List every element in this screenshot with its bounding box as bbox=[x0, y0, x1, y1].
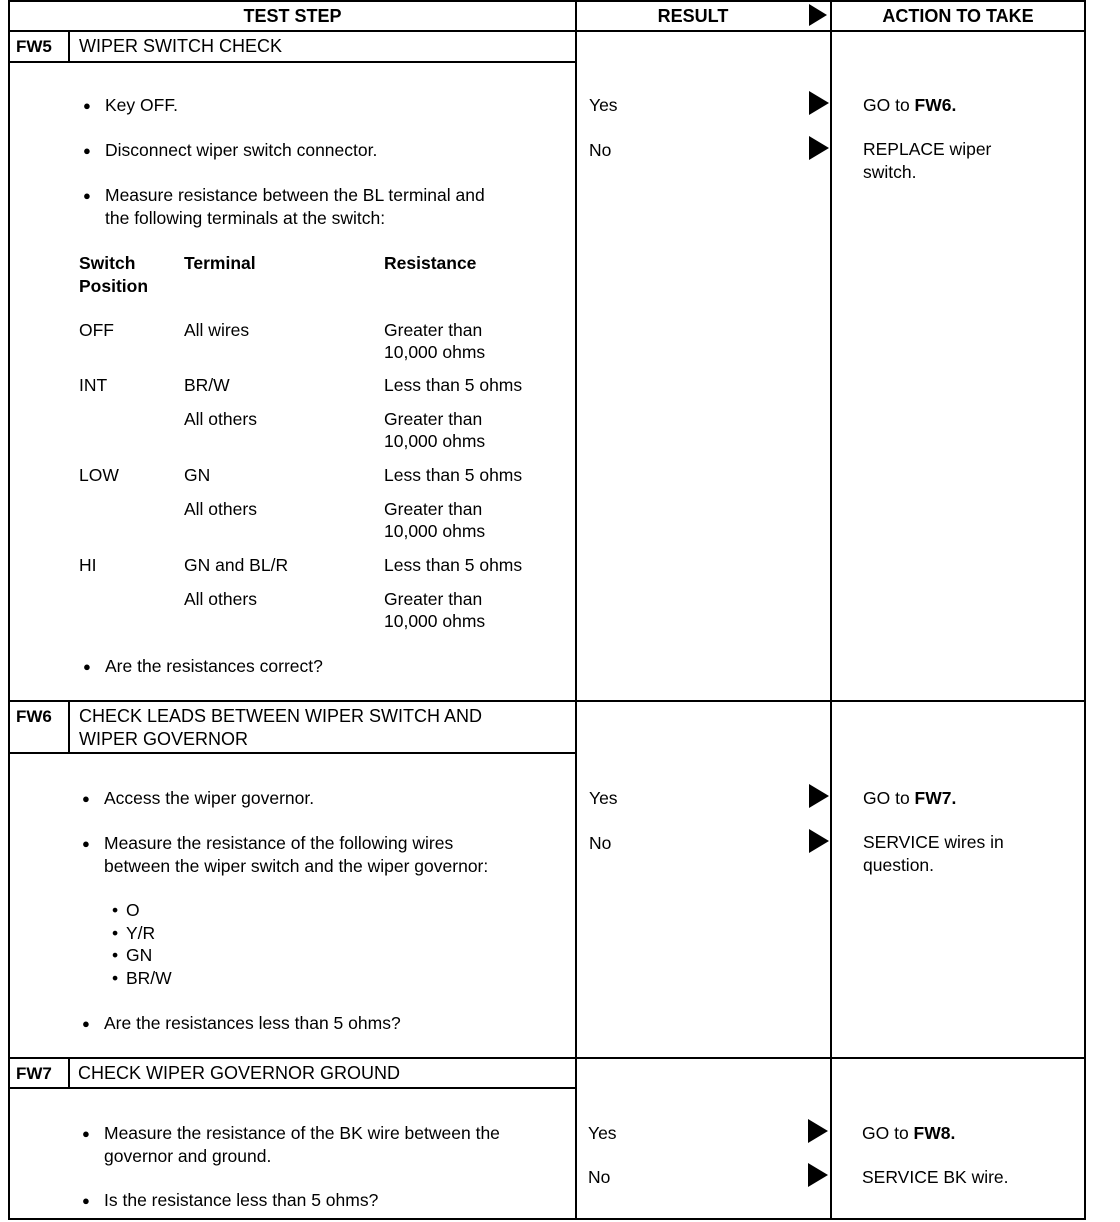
fw5-col-position-2: Position bbox=[79, 276, 149, 296]
fw6-action-no: SERVICE wires in bbox=[863, 832, 1004, 852]
fw5-col-terminal: Terminal bbox=[184, 253, 256, 273]
fw5-step-title: WIPER SWITCH CHECK bbox=[79, 36, 283, 56]
fw5-row-resistance: Greater than bbox=[384, 589, 483, 609]
col-divider-1 bbox=[575, 0, 577, 1220]
fw7-step-title: CHECK WIPER GOVERNOR GROUND bbox=[78, 1063, 401, 1083]
fw5-row-resistance: Less than 5 ohms bbox=[384, 465, 523, 485]
fw6-action-yes bbox=[863, 787, 956, 810]
fw5-row-resistance: Greater than bbox=[384, 409, 483, 429]
fw5-action-yes bbox=[863, 94, 956, 117]
fw7-bullet-measure: ● Measure the resistance of the BK wire between the bbox=[104, 1122, 500, 1145]
fw6-bullet-access: ● Access the wiper governor. bbox=[104, 787, 314, 810]
fw5-row-position: HI bbox=[79, 555, 97, 575]
fw5-bullet-measure: ● Measure resistance between the BL terminal and bbox=[105, 184, 485, 207]
fw6-top-border bbox=[8, 700, 1086, 702]
fw5-action-yes-target: FW6. bbox=[914, 95, 957, 115]
fw5-action-no-cont: switch. bbox=[863, 162, 917, 182]
fw5-col-resistance: Resistance bbox=[384, 253, 477, 273]
fw5-row-terminal: GN and BL/R bbox=[184, 555, 289, 575]
fw5-row-terminal: All others bbox=[184, 409, 257, 429]
fw5-row-resistance: Greater than bbox=[384, 320, 483, 340]
fw7-action-no: SERVICE BK wire. bbox=[862, 1167, 1009, 1187]
fw6-wire-item: • O bbox=[126, 899, 140, 922]
fw5-action-yes-prefix: GO to bbox=[863, 95, 915, 115]
frame-bottom bbox=[8, 1218, 1086, 1220]
fw5-row-terminal: GN bbox=[184, 465, 211, 485]
fw5-bullet-key-off: ● Key OFF. bbox=[105, 94, 178, 117]
frame-top bbox=[8, 0, 1086, 2]
header-action: ACTION TO TAKE bbox=[882, 6, 1034, 26]
fw5-row-terminal: All wires bbox=[184, 320, 250, 340]
fw5-bullet-disconnect: ● Disconnect wiper switch connector. bbox=[105, 139, 377, 162]
fw6-wire-item: • Y/R bbox=[126, 922, 155, 945]
fw7-action-yes bbox=[862, 1122, 955, 1145]
header-result: RESULT bbox=[657, 6, 729, 26]
fw6-bullet-measure: ● Measure the resistance of the following wires bbox=[104, 832, 453, 855]
fw5-row-resistance-cont: 10,000 ohms bbox=[384, 521, 486, 541]
fw7-question: ● Is the resistance less than 5 ohms? bbox=[104, 1189, 378, 1212]
fw6-action-yes-target: FW7. bbox=[914, 788, 957, 808]
fw5-row-terminal: All others bbox=[184, 499, 257, 519]
fw5-step-id: FW5 bbox=[16, 37, 52, 56]
fw6-action-no-cont: question. bbox=[863, 855, 935, 875]
header-divider bbox=[8, 30, 1086, 32]
fw6-bullet-measure-cont: between the wiper switch and the wiper governor: bbox=[104, 856, 489, 876]
fw6-result-yes: Yes bbox=[589, 788, 618, 808]
fw6-wire-item: • BR/W bbox=[126, 967, 172, 990]
fw5-row-resistance: Greater than bbox=[384, 499, 483, 519]
fw6-id-divider bbox=[68, 700, 70, 753]
fw5-action-no: REPLACE wiper bbox=[863, 139, 992, 159]
fw5-no-arrow-icon bbox=[809, 136, 829, 160]
fw5-yes-arrow-icon bbox=[809, 91, 829, 115]
fw5-row-resistance: Less than 5 ohms bbox=[384, 375, 523, 395]
fw5-row-terminal: All others bbox=[184, 589, 257, 609]
col-divider-2 bbox=[830, 0, 832, 1220]
fw5-result-yes: Yes bbox=[589, 95, 618, 115]
fw7-action-yes-target: FW8. bbox=[913, 1123, 956, 1143]
fw7-no-arrow-icon bbox=[808, 1163, 828, 1187]
fw6-step-title-cont: WIPER GOVERNOR bbox=[79, 729, 249, 749]
fw6-result-no: No bbox=[589, 833, 612, 853]
fw5-result-no: No bbox=[589, 140, 612, 160]
fw5-title-underline bbox=[8, 61, 575, 63]
fw5-row-position: LOW bbox=[79, 465, 119, 485]
fw7-bullet-measure-cont: governor and ground. bbox=[104, 1146, 272, 1166]
frame-left bbox=[8, 0, 10, 1220]
fw5-row-terminal: BR/W bbox=[184, 375, 230, 395]
fw5-id-divider bbox=[68, 30, 70, 62]
frame-right bbox=[1084, 0, 1086, 1220]
fw5-row-resistance-cont: 10,000 ohms bbox=[384, 342, 486, 362]
header-test-step: TEST STEP bbox=[243, 6, 342, 26]
fw7-action-yes-prefix: GO to bbox=[862, 1123, 914, 1143]
fw7-result-no: No bbox=[588, 1167, 611, 1187]
fw6-no-arrow-icon bbox=[809, 829, 829, 853]
fw6-step-title: CHECK LEADS BETWEEN WIPER SWITCH AND bbox=[79, 706, 483, 726]
fw5-row-resistance: Less than 5 ohms bbox=[384, 555, 523, 575]
fw5-row-position: OFF bbox=[79, 320, 114, 340]
fw7-result-yes: Yes bbox=[588, 1123, 617, 1143]
header-arrow-icon bbox=[809, 4, 827, 26]
fw6-question: ● Are the resistances less than 5 ohms? bbox=[104, 1012, 401, 1035]
fw6-yes-arrow-icon bbox=[809, 784, 829, 808]
fw6-action-yes-prefix: GO to bbox=[863, 788, 915, 808]
fw7-yes-arrow-icon bbox=[808, 1119, 828, 1143]
fw6-step-id: FW6 bbox=[16, 707, 52, 726]
fw6-title-underline bbox=[8, 752, 575, 754]
fw5-row-resistance-cont: 10,000 ohms bbox=[384, 611, 486, 631]
fw7-id-divider bbox=[68, 1057, 70, 1088]
fw7-title-underline bbox=[8, 1087, 575, 1089]
fw5-col-position-1: Switch bbox=[79, 253, 136, 273]
fw5-row-resistance-cont: 10,000 ohms bbox=[384, 431, 486, 451]
fw5-question: ● Are the resistances correct? bbox=[105, 655, 323, 678]
fw7-step-id: FW7 bbox=[16, 1064, 52, 1083]
fw7-top-border bbox=[8, 1057, 1086, 1059]
fw5-bullet-measure-cont: the following terminals at the switch: bbox=[105, 208, 386, 228]
fw6-wire-item: • GN bbox=[126, 944, 152, 967]
fw5-row-position: INT bbox=[79, 375, 108, 395]
